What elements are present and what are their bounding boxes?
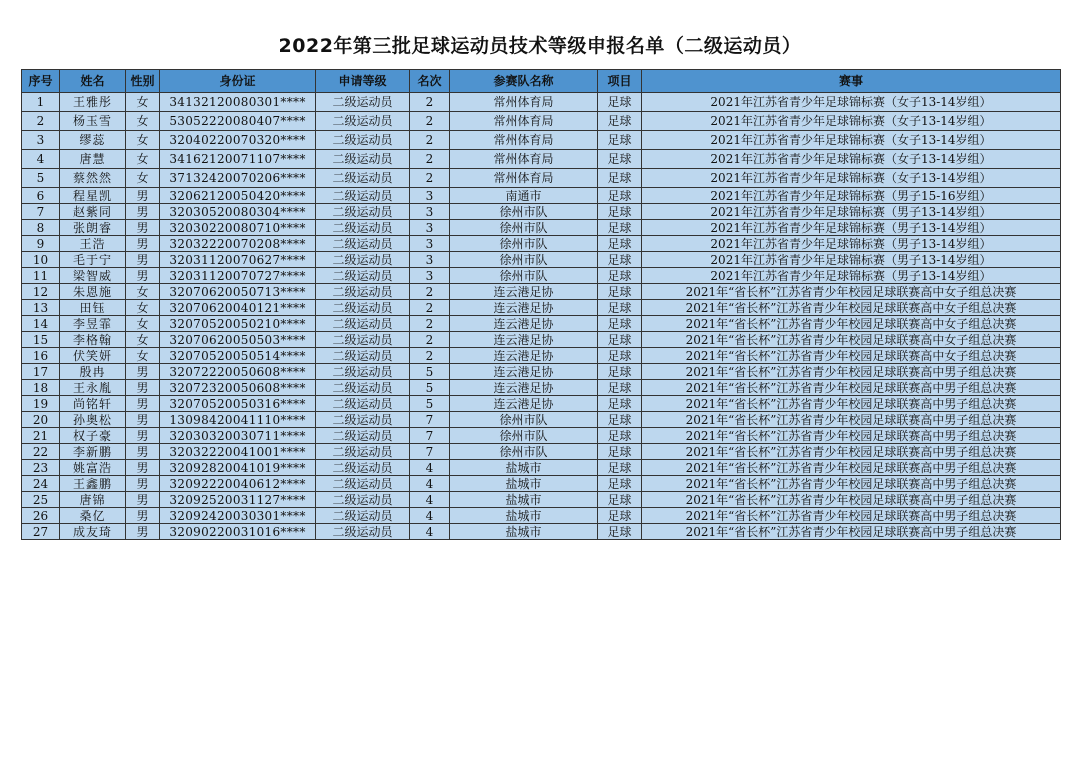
cell-index: 4 xyxy=(22,150,60,169)
cell-rank: 5 xyxy=(410,396,450,412)
cell-index: 11 xyxy=(22,268,60,284)
cell-event: 2021年“省长杯”江苏省青少年校园足球联赛高中女子组总决赛 xyxy=(642,332,1061,348)
cell-gender: 男 xyxy=(126,508,160,524)
cell-gender: 男 xyxy=(126,524,160,540)
cell-name: 姚富浩 xyxy=(60,460,126,476)
cell-event: 2021年“省长杯”江苏省青少年校园足球联赛高中男子组总决赛 xyxy=(642,428,1061,444)
cell-name: 王永胤 xyxy=(60,380,126,396)
cell-event: 2021年“省长杯”江苏省青少年校园足球联赛高中女子组总决赛 xyxy=(642,300,1061,316)
cell-event: 2021年江苏省青少年足球锦标赛（男子13-14岁组） xyxy=(642,204,1061,220)
cell-index: 3 xyxy=(22,131,60,150)
cell-grade: 二级运动员 xyxy=(316,268,410,284)
cell-id-number: 32031120070727**** xyxy=(160,268,316,284)
cell-team: 常州体育局 xyxy=(450,169,598,188)
cell-event: 2021年江苏省青少年足球锦标赛（女子13-14岁组） xyxy=(642,112,1061,131)
cell-grade: 二级运动员 xyxy=(316,524,410,540)
cell-id-number: 32070520050210**** xyxy=(160,316,316,332)
table-row xyxy=(22,492,1061,508)
cell-gender: 男 xyxy=(126,188,160,204)
cell-gender: 男 xyxy=(126,268,160,284)
cell-name: 赵紫同 xyxy=(60,204,126,220)
cell-name: 王浩 xyxy=(60,236,126,252)
cell-event: 2021年“省长杯”江苏省青少年校园足球联赛高中女子组总决赛 xyxy=(642,348,1061,364)
cell-gender: 男 xyxy=(126,252,160,268)
cell-index: 7 xyxy=(22,204,60,220)
cell-id-number: 32030320030711**** xyxy=(160,428,316,444)
cell-event: 2021年“省长杯”江苏省青少年校园足球联赛高中男子组总决赛 xyxy=(642,380,1061,396)
cell-grade: 二级运动员 xyxy=(316,93,410,112)
cell-sport: 足球 xyxy=(598,524,642,540)
cell-gender: 女 xyxy=(126,332,160,348)
table-row xyxy=(22,460,1061,476)
cell-team: 连云港足协 xyxy=(450,316,598,332)
cell-id-number: 37132420070206**** xyxy=(160,169,316,188)
cell-rank: 3 xyxy=(410,220,450,236)
cell-grade: 二级运动员 xyxy=(316,508,410,524)
cell-team: 常州体育局 xyxy=(450,131,598,150)
cell-event: 2021年“省长杯”江苏省青少年校园足球联赛高中男子组总决赛 xyxy=(642,492,1061,508)
cell-name: 蔡然然 xyxy=(60,169,126,188)
cell-index: 20 xyxy=(22,412,60,428)
cell-name: 程星凯 xyxy=(60,188,126,204)
cell-gender: 女 xyxy=(126,300,160,316)
cell-rank: 4 xyxy=(410,460,450,476)
cell-name: 李新鹏 xyxy=(60,444,126,460)
cell-grade: 二级运动员 xyxy=(316,476,410,492)
table-row xyxy=(22,268,1061,284)
cell-id-number: 13098420041110**** xyxy=(160,412,316,428)
cell-grade: 二级运动员 xyxy=(316,236,410,252)
cell-event: 2021年“省长杯”江苏省青少年校园足球联赛高中男子组总决赛 xyxy=(642,444,1061,460)
cell-sport: 足球 xyxy=(598,476,642,492)
cell-rank: 3 xyxy=(410,252,450,268)
cell-rank: 7 xyxy=(410,444,450,460)
table-row xyxy=(22,204,1061,220)
table-row xyxy=(22,150,1061,169)
cell-sport: 足球 xyxy=(598,220,642,236)
cell-team: 盐城市 xyxy=(450,508,598,524)
cell-id-number: 32031120070627**** xyxy=(160,252,316,268)
cell-id-number: 32072220050608**** xyxy=(160,364,316,380)
cell-grade: 二级运动员 xyxy=(316,252,410,268)
cell-sport: 足球 xyxy=(598,412,642,428)
cell-sport: 足球 xyxy=(598,348,642,364)
cell-team: 常州体育局 xyxy=(450,93,598,112)
cell-sport: 足球 xyxy=(598,492,642,508)
cell-sport: 足球 xyxy=(598,150,642,169)
cell-team: 盐城市 xyxy=(450,524,598,540)
cell-rank: 5 xyxy=(410,380,450,396)
cell-sport: 足球 xyxy=(598,169,642,188)
cell-index: 21 xyxy=(22,428,60,444)
cell-gender: 男 xyxy=(126,380,160,396)
cell-gender: 男 xyxy=(126,396,160,412)
cell-sport: 足球 xyxy=(598,188,642,204)
table-row xyxy=(22,112,1061,131)
cell-gender: 男 xyxy=(126,460,160,476)
cell-sport: 足球 xyxy=(598,93,642,112)
cell-rank: 2 xyxy=(410,300,450,316)
cell-team: 常州体育局 xyxy=(450,112,598,131)
cell-event: 2021年江苏省青少年足球锦标赛（女子13-14岁组） xyxy=(642,169,1061,188)
cell-id-number: 32040220070320**** xyxy=(160,131,316,150)
cell-grade: 二级运动员 xyxy=(316,364,410,380)
cell-grade: 二级运动员 xyxy=(316,169,410,188)
cell-name: 孙奥松 xyxy=(60,412,126,428)
cell-index: 8 xyxy=(22,220,60,236)
cell-rank: 3 xyxy=(410,268,450,284)
cell-id-number: 32030220080710**** xyxy=(160,220,316,236)
cell-name: 尚铭轩 xyxy=(60,396,126,412)
cell-index: 9 xyxy=(22,236,60,252)
cell-grade: 二级运动员 xyxy=(316,204,410,220)
cell-index: 19 xyxy=(22,396,60,412)
col-header-name: 姓名 xyxy=(60,70,126,93)
cell-index: 18 xyxy=(22,380,60,396)
cell-sport: 足球 xyxy=(598,236,642,252)
cell-id-number: 32032220041001**** xyxy=(160,444,316,460)
cell-rank: 2 xyxy=(410,112,450,131)
cell-gender: 女 xyxy=(126,284,160,300)
cell-grade: 二级运动员 xyxy=(316,492,410,508)
cell-sport: 足球 xyxy=(598,204,642,220)
cell-name: 权子豪 xyxy=(60,428,126,444)
cell-gender: 男 xyxy=(126,492,160,508)
cell-grade: 二级运动员 xyxy=(316,428,410,444)
cell-id-number: 32070620040121**** xyxy=(160,300,316,316)
cell-id-number: 32070620050503**** xyxy=(160,332,316,348)
col-header-id-number: 身份证 xyxy=(160,70,316,93)
cell-event: 2021年“省长杯”江苏省青少年校园足球联赛高中男子组总决赛 xyxy=(642,476,1061,492)
cell-id-number: 32092820041019**** xyxy=(160,460,316,476)
cell-index: 5 xyxy=(22,169,60,188)
cell-event: 2021年江苏省青少年足球锦标赛（女子13-14岁组） xyxy=(642,93,1061,112)
cell-index: 26 xyxy=(22,508,60,524)
cell-sport: 足球 xyxy=(598,252,642,268)
cell-sport: 足球 xyxy=(598,460,642,476)
cell-name: 成友琦 xyxy=(60,524,126,540)
cell-id-number: 34132120080301**** xyxy=(160,93,316,112)
cell-id-number: 32070620050713**** xyxy=(160,284,316,300)
cell-name: 缪蕊 xyxy=(60,131,126,150)
table-row xyxy=(22,169,1061,188)
table-row xyxy=(22,252,1061,268)
cell-team: 连云港足协 xyxy=(450,300,598,316)
cell-rank: 4 xyxy=(410,476,450,492)
cell-rank: 2 xyxy=(410,284,450,300)
cell-name: 王雅彤 xyxy=(60,93,126,112)
cell-name: 李格翰 xyxy=(60,332,126,348)
cell-rank: 4 xyxy=(410,508,450,524)
cell-rank: 2 xyxy=(410,169,450,188)
cell-event: 2021年江苏省青少年足球锦标赛（男子15-16岁组） xyxy=(642,188,1061,204)
cell-team: 连云港足协 xyxy=(450,380,598,396)
cell-grade: 二级运动员 xyxy=(316,396,410,412)
cell-id-number: 32062120050420**** xyxy=(160,188,316,204)
cell-id-number: 53052220080407**** xyxy=(160,112,316,131)
cell-grade: 二级运动员 xyxy=(316,332,410,348)
cell-name: 桑亿 xyxy=(60,508,126,524)
cell-event: 2021年江苏省青少年足球锦标赛（男子13-14岁组） xyxy=(642,252,1061,268)
cell-id-number: 32070520050316**** xyxy=(160,396,316,412)
cell-event: 2021年江苏省青少年足球锦标赛（男子13-14岁组） xyxy=(642,268,1061,284)
cell-rank: 4 xyxy=(410,492,450,508)
col-header-team: 参赛队名称 xyxy=(450,70,598,93)
cell-name: 唐锦 xyxy=(60,492,126,508)
cell-team: 徐州市队 xyxy=(450,252,598,268)
table-row xyxy=(22,508,1061,524)
cell-rank: 3 xyxy=(410,204,450,220)
cell-grade: 二级运动员 xyxy=(316,112,410,131)
cell-index: 1 xyxy=(22,93,60,112)
cell-gender: 女 xyxy=(126,131,160,150)
cell-id-number: 32030520080304**** xyxy=(160,204,316,220)
cell-event: 2021年“省长杯”江苏省青少年校园足球联赛高中男子组总决赛 xyxy=(642,460,1061,476)
table-row xyxy=(22,284,1061,300)
table-row xyxy=(22,131,1061,150)
cell-event: 2021年“省长杯”江苏省青少年校园足球联赛高中男子组总决赛 xyxy=(642,508,1061,524)
cell-event: 2021年江苏省青少年足球锦标赛（男子13-14岁组） xyxy=(642,220,1061,236)
cell-gender: 女 xyxy=(126,93,160,112)
cell-grade: 二级运动员 xyxy=(316,380,410,396)
cell-event: 2021年“省长杯”江苏省青少年校园足球联赛高中女子组总决赛 xyxy=(642,284,1061,300)
cell-grade: 二级运动员 xyxy=(316,188,410,204)
cell-rank: 3 xyxy=(410,188,450,204)
cell-sport: 足球 xyxy=(598,444,642,460)
cell-team: 徐州市队 xyxy=(450,220,598,236)
cell-sport: 足球 xyxy=(598,268,642,284)
cell-grade: 二级运动员 xyxy=(316,316,410,332)
cell-index: 25 xyxy=(22,492,60,508)
cell-id-number: 32092220040612**** xyxy=(160,476,316,492)
cell-sport: 足球 xyxy=(598,428,642,444)
cell-event: 2021年“省长杯”江苏省青少年校园足球联赛高中男子组总决赛 xyxy=(642,364,1061,380)
cell-rank: 5 xyxy=(410,364,450,380)
cell-team: 盐城市 xyxy=(450,492,598,508)
cell-event: 2021年“省长杯”江苏省青少年校园足球联赛高中男子组总决赛 xyxy=(642,524,1061,540)
cell-gender: 男 xyxy=(126,364,160,380)
cell-event: 2021年江苏省青少年足球锦标赛（女子13-14岁组） xyxy=(642,150,1061,169)
athlete-roster-table xyxy=(21,69,1061,540)
cell-id-number: 32092420030301**** xyxy=(160,508,316,524)
cell-sport: 足球 xyxy=(598,380,642,396)
cell-team: 常州体育局 xyxy=(450,150,598,169)
cell-team: 徐州市队 xyxy=(450,204,598,220)
document-title: 2022年第三批足球运动员技术等级申报名单（二级运动员） xyxy=(278,35,802,57)
col-header-index: 序号 xyxy=(22,70,60,93)
cell-team: 南通市 xyxy=(450,188,598,204)
table-row xyxy=(22,428,1061,444)
cell-sport: 足球 xyxy=(598,396,642,412)
cell-team: 连云港足协 xyxy=(450,348,598,364)
cell-sport: 足球 xyxy=(598,364,642,380)
table-row xyxy=(22,236,1061,252)
cell-rank: 7 xyxy=(410,428,450,444)
table-row xyxy=(22,220,1061,236)
cell-rank: 3 xyxy=(410,236,450,252)
cell-grade: 二级运动员 xyxy=(316,460,410,476)
cell-name: 伏笑妍 xyxy=(60,348,126,364)
cell-sport: 足球 xyxy=(598,131,642,150)
cell-rank: 4 xyxy=(410,524,450,540)
cell-rank: 2 xyxy=(410,348,450,364)
cell-index: 6 xyxy=(22,188,60,204)
cell-index: 13 xyxy=(22,300,60,316)
table-body xyxy=(22,93,1061,540)
cell-event: 2021年“省长杯”江苏省青少年校园足球联赛高中男子组总决赛 xyxy=(642,396,1061,412)
cell-event: 2021年“省长杯”江苏省青少年校园足球联赛高中男子组总决赛 xyxy=(642,412,1061,428)
cell-team: 连云港足协 xyxy=(450,364,598,380)
cell-team: 徐州市队 xyxy=(450,236,598,252)
col-header-grade: 申请等级 xyxy=(316,70,410,93)
cell-sport: 足球 xyxy=(598,316,642,332)
cell-rank: 2 xyxy=(410,316,450,332)
table-row xyxy=(22,332,1061,348)
cell-gender: 男 xyxy=(126,476,160,492)
table-row xyxy=(22,524,1061,540)
cell-id-number: 32070520050514**** xyxy=(160,348,316,364)
cell-index: 22 xyxy=(22,444,60,460)
col-header-sport: 项目 xyxy=(598,70,642,93)
cell-rank: 7 xyxy=(410,412,450,428)
cell-event: 2021年江苏省青少年足球锦标赛（女子13-14岁组） xyxy=(642,131,1061,150)
cell-index: 14 xyxy=(22,316,60,332)
cell-gender: 女 xyxy=(126,150,160,169)
table-row xyxy=(22,412,1061,428)
cell-index: 27 xyxy=(22,524,60,540)
cell-id-number: 32072320050608**** xyxy=(160,380,316,396)
col-header-event: 赛事 xyxy=(642,70,1061,93)
cell-name: 朱恩施 xyxy=(60,284,126,300)
cell-grade: 二级运动员 xyxy=(316,348,410,364)
cell-gender: 女 xyxy=(126,112,160,131)
cell-id-number: 34162120071107**** xyxy=(160,150,316,169)
table-row xyxy=(22,364,1061,380)
table-header-row xyxy=(22,70,1061,93)
cell-grade: 二级运动员 xyxy=(316,131,410,150)
cell-index: 23 xyxy=(22,460,60,476)
cell-sport: 足球 xyxy=(598,284,642,300)
cell-rank: 2 xyxy=(410,150,450,169)
cell-sport: 足球 xyxy=(598,112,642,131)
cell-name: 杨玉雪 xyxy=(60,112,126,131)
cell-name: 张朗睿 xyxy=(60,220,126,236)
table-row xyxy=(22,188,1061,204)
cell-team: 徐州市队 xyxy=(450,268,598,284)
cell-sport: 足球 xyxy=(598,332,642,348)
cell-grade: 二级运动员 xyxy=(316,444,410,460)
cell-index: 16 xyxy=(22,348,60,364)
cell-event: 2021年江苏省青少年足球锦标赛（男子13-14岁组） xyxy=(642,236,1061,252)
cell-team: 连云港足协 xyxy=(450,332,598,348)
table-row xyxy=(22,316,1061,332)
table-row xyxy=(22,93,1061,112)
cell-index: 17 xyxy=(22,364,60,380)
cell-event: 2021年“省长杯”江苏省青少年校园足球联赛高中女子组总决赛 xyxy=(642,316,1061,332)
table-row xyxy=(22,380,1061,396)
table-row xyxy=(22,300,1061,316)
cell-name: 梁智威 xyxy=(60,268,126,284)
cell-name: 王鑫鹏 xyxy=(60,476,126,492)
table-row xyxy=(22,444,1061,460)
table-row xyxy=(22,396,1061,412)
cell-index: 12 xyxy=(22,284,60,300)
cell-gender: 男 xyxy=(126,444,160,460)
cell-rank: 2 xyxy=(410,93,450,112)
cell-grade: 二级运动员 xyxy=(316,300,410,316)
cell-name: 田钰 xyxy=(60,300,126,316)
cell-gender: 女 xyxy=(126,348,160,364)
cell-gender: 女 xyxy=(126,316,160,332)
cell-name: 唐慧 xyxy=(60,150,126,169)
cell-name: 毛于宁 xyxy=(60,252,126,268)
cell-gender: 男 xyxy=(126,204,160,220)
cell-gender: 男 xyxy=(126,220,160,236)
cell-grade: 二级运动员 xyxy=(316,150,410,169)
cell-team: 连云港足协 xyxy=(450,396,598,412)
cell-name: 李昱霏 xyxy=(60,316,126,332)
cell-gender: 女 xyxy=(126,169,160,188)
cell-index: 15 xyxy=(22,332,60,348)
cell-index: 24 xyxy=(22,476,60,492)
table-row xyxy=(22,348,1061,364)
cell-id-number: 32090220031016**** xyxy=(160,524,316,540)
cell-sport: 足球 xyxy=(598,508,642,524)
cell-index: 10 xyxy=(22,252,60,268)
cell-sport: 足球 xyxy=(598,300,642,316)
cell-id-number: 32092520031127**** xyxy=(160,492,316,508)
col-header-rank: 名次 xyxy=(410,70,450,93)
cell-id-number: 32032220070208**** xyxy=(160,236,316,252)
cell-team: 徐州市队 xyxy=(450,428,598,444)
cell-grade: 二级运动员 xyxy=(316,412,410,428)
cell-gender: 男 xyxy=(126,412,160,428)
cell-gender: 男 xyxy=(126,428,160,444)
cell-rank: 2 xyxy=(410,131,450,150)
cell-team: 连云港足协 xyxy=(450,284,598,300)
cell-team: 徐州市队 xyxy=(450,444,598,460)
cell-rank: 2 xyxy=(410,332,450,348)
cell-team: 盐城市 xyxy=(450,476,598,492)
cell-team: 徐州市队 xyxy=(450,412,598,428)
col-header-gender: 性别 xyxy=(126,70,160,93)
cell-index: 2 xyxy=(22,112,60,131)
table-row xyxy=(22,476,1061,492)
cell-team: 盐城市 xyxy=(450,460,598,476)
cell-name: 殷冉 xyxy=(60,364,126,380)
cell-grade: 二级运动员 xyxy=(316,284,410,300)
cell-grade: 二级运动员 xyxy=(316,220,410,236)
cell-gender: 男 xyxy=(126,236,160,252)
